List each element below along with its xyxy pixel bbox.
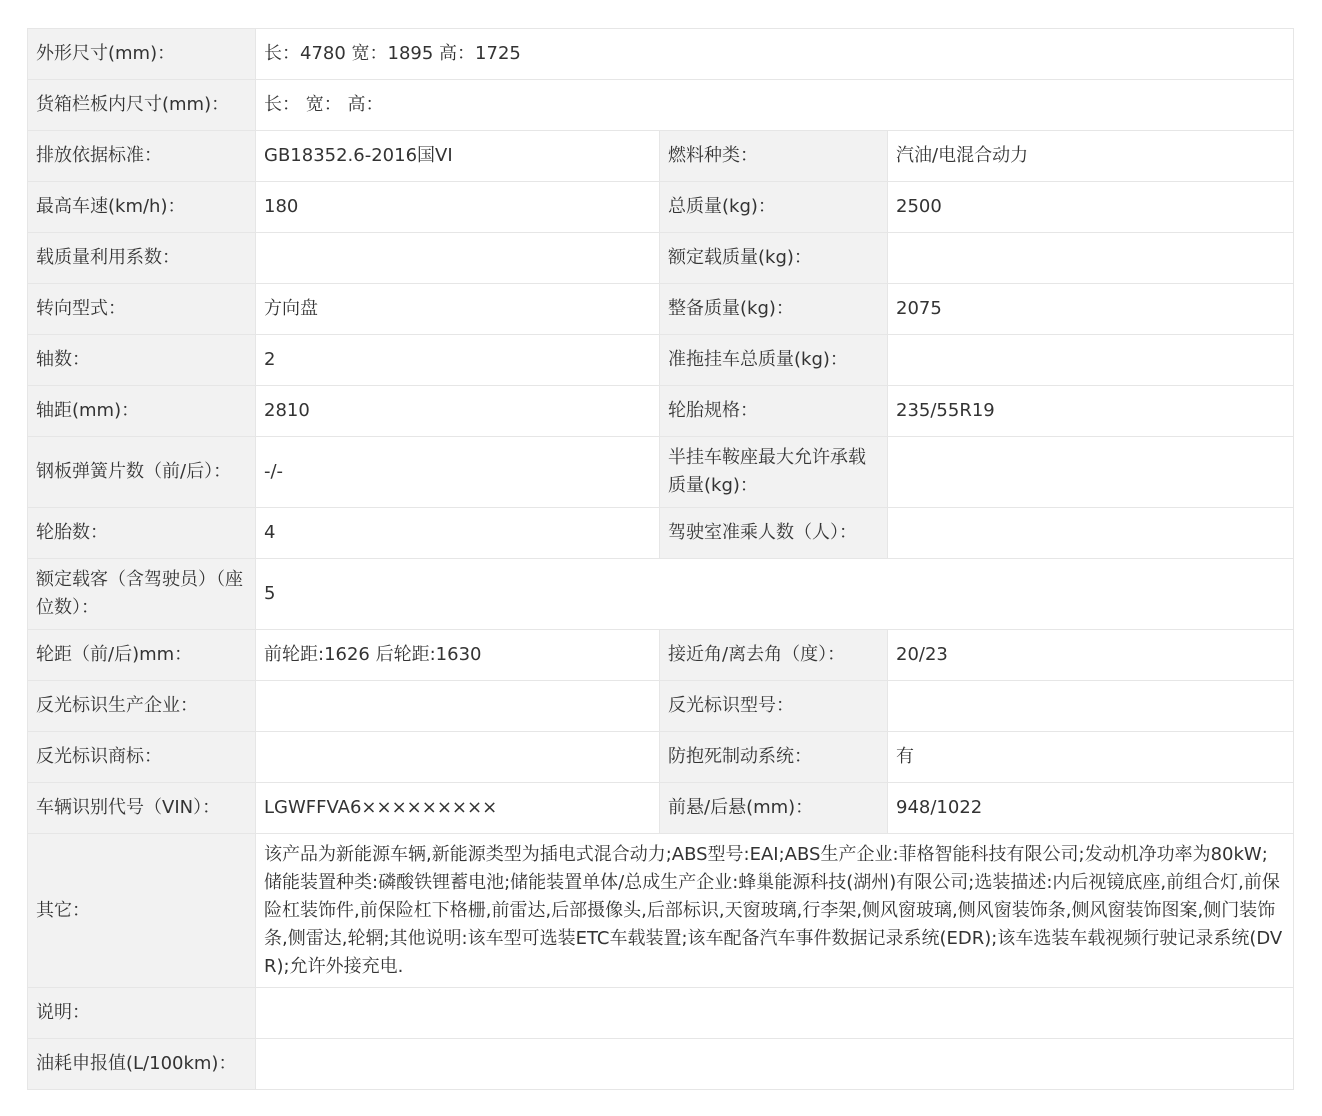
rated-load-value — [888, 233, 1294, 284]
emission-label: 排放依据标准： — [28, 131, 256, 182]
axles-value: 2 — [256, 335, 660, 386]
curb-mass-value: 2075 — [888, 284, 1294, 335]
max-speed-value: 180 — [256, 182, 660, 233]
total-mass-label: 总质量(kg)： — [660, 182, 888, 233]
angles-value: 20/23 — [888, 630, 1294, 681]
track-value: 前轮距:1626 后轮距:1630 — [256, 630, 660, 681]
load-coefficient-value — [256, 233, 660, 284]
row-vin — [28, 783, 1294, 834]
row-load-coefficient — [28, 233, 1294, 284]
axles-label: 轴数： — [28, 335, 256, 386]
abs-label: 防抱死制动系统： — [660, 732, 888, 783]
leaf-springs-label: 钢板弹簧片数（前/后）： — [28, 437, 256, 508]
reflector-maker-value — [256, 681, 660, 732]
tire-spec-label: 轮胎规格： — [660, 386, 888, 437]
reflector-model-label: 反光标识型号： — [660, 681, 888, 732]
fuel-type-label: 燃料种类： — [660, 131, 888, 182]
fuel-type-value: 汽油/电混合动力 — [888, 131, 1294, 182]
trailer-mass-value — [888, 335, 1294, 386]
dimensions-label: 外形尺寸(mm)： — [28, 29, 256, 80]
total-mass-value: 2500 — [888, 182, 1294, 233]
abs-value: 有 — [888, 732, 1294, 783]
other-label: 其它： — [28, 834, 256, 988]
row-emission — [28, 131, 1294, 182]
rated-passengers-label: 额定载客（含驾驶员）（座位数）： — [28, 559, 256, 630]
cargo-box-value: 长： 宽： 高： — [256, 80, 1294, 131]
row-reflector-maker — [28, 681, 1294, 732]
row-fuel-consumption — [28, 1039, 1294, 1090]
reflector-brand-value — [256, 732, 660, 783]
load-coefficient-label: 载质量利用系数： — [28, 233, 256, 284]
row-max-speed — [28, 182, 1294, 233]
row-rated-passengers — [28, 559, 1294, 630]
row-leaf-springs — [28, 437, 1294, 508]
row-dimensions — [28, 29, 1294, 80]
reflector-maker-label: 反光标识生产企业： — [28, 681, 256, 732]
row-track — [28, 630, 1294, 681]
saddle-load-label: 半挂车鞍座最大允许承载质量(kg)： — [660, 437, 888, 508]
other-value: 该产品为新能源车辆,新能源类型为插电式混合动力;ABS型号:EAI;ABS生产企业:菲格智能科技有限公司;发动机净功率为80kW;储能装置种类:磷酸铁锂蓄电池;储能装置单体/总成生产企业:蜂巢能源科技(湖州)有限公司;选装描述:内后视镜底座,前组合灯,前保险杠装饰件,前保险杠下格栅,前雷达,后部摄像头,后部标识,天窗玻璃,行李架,侧风窗玻璃,侧风窗装饰条,侧风窗装饰图案,侧门装饰条,侧雷达,轮辋;其他说明:该车型可选装ETC车载装置;该车配备汽车事件数据记录系统(EDR);该车选装车载视频行驶记录系统(DVR);允许外接充电. — [256, 834, 1294, 988]
cab-passengers-value — [888, 508, 1294, 559]
saddle-load-value — [888, 437, 1294, 508]
rated-passengers-value: 5 — [256, 559, 1294, 630]
vin-value: LGWFFVA6××××××××× — [256, 783, 660, 834]
wheelbase-label: 轴距(mm)： — [28, 386, 256, 437]
dimensions-value: 长：4780 宽：1895 高：1725 — [256, 29, 1294, 80]
rated-load-label: 额定载质量(kg)： — [660, 233, 888, 284]
row-reflector-brand — [28, 732, 1294, 783]
tire-count-value: 4 — [256, 508, 660, 559]
row-wheelbase — [28, 386, 1294, 437]
steering-label: 转向型式： — [28, 284, 256, 335]
curb-mass-label: 整备质量(kg)： — [660, 284, 888, 335]
emission-value: GB18352.6-2016国VI — [256, 131, 660, 182]
row-axles — [28, 335, 1294, 386]
row-tire-count — [28, 508, 1294, 559]
reflector-model-value — [888, 681, 1294, 732]
row-other — [28, 834, 1294, 988]
row-notes — [28, 988, 1294, 1039]
reflector-brand-label: 反光标识商标： — [28, 732, 256, 783]
fuel-consumption-value — [256, 1039, 1294, 1090]
trailer-mass-label: 准拖挂车总质量(kg)： — [660, 335, 888, 386]
max-speed-label: 最高车速(km/h)： — [28, 182, 256, 233]
overhang-label: 前悬/后悬(mm)： — [660, 783, 888, 834]
cargo-box-label: 货箱栏板内尺寸(mm)： — [28, 80, 256, 131]
tire-spec-value: 235/55R19 — [888, 386, 1294, 437]
track-label: 轮距（前/后)mm： — [28, 630, 256, 681]
steering-value: 方向盘 — [256, 284, 660, 335]
notes-label: 说明： — [28, 988, 256, 1039]
row-cargo-box — [28, 80, 1294, 131]
wheelbase-value: 2810 — [256, 386, 660, 437]
cab-passengers-label: 驾驶室准乘人数（人）： — [660, 508, 888, 559]
row-steering — [28, 284, 1294, 335]
vin-label: 车辆识别代号（VIN）： — [28, 783, 256, 834]
fuel-consumption-label: 油耗申报值(L/100km)： — [28, 1039, 256, 1090]
tire-count-label: 轮胎数： — [28, 508, 256, 559]
overhang-value: 948/1022 — [888, 783, 1294, 834]
leaf-springs-value: -/- — [256, 437, 660, 508]
notes-value — [256, 988, 1294, 1039]
angles-label: 接近角/离去角（度）： — [660, 630, 888, 681]
vehicle-spec-table — [27, 28, 1294, 1090]
